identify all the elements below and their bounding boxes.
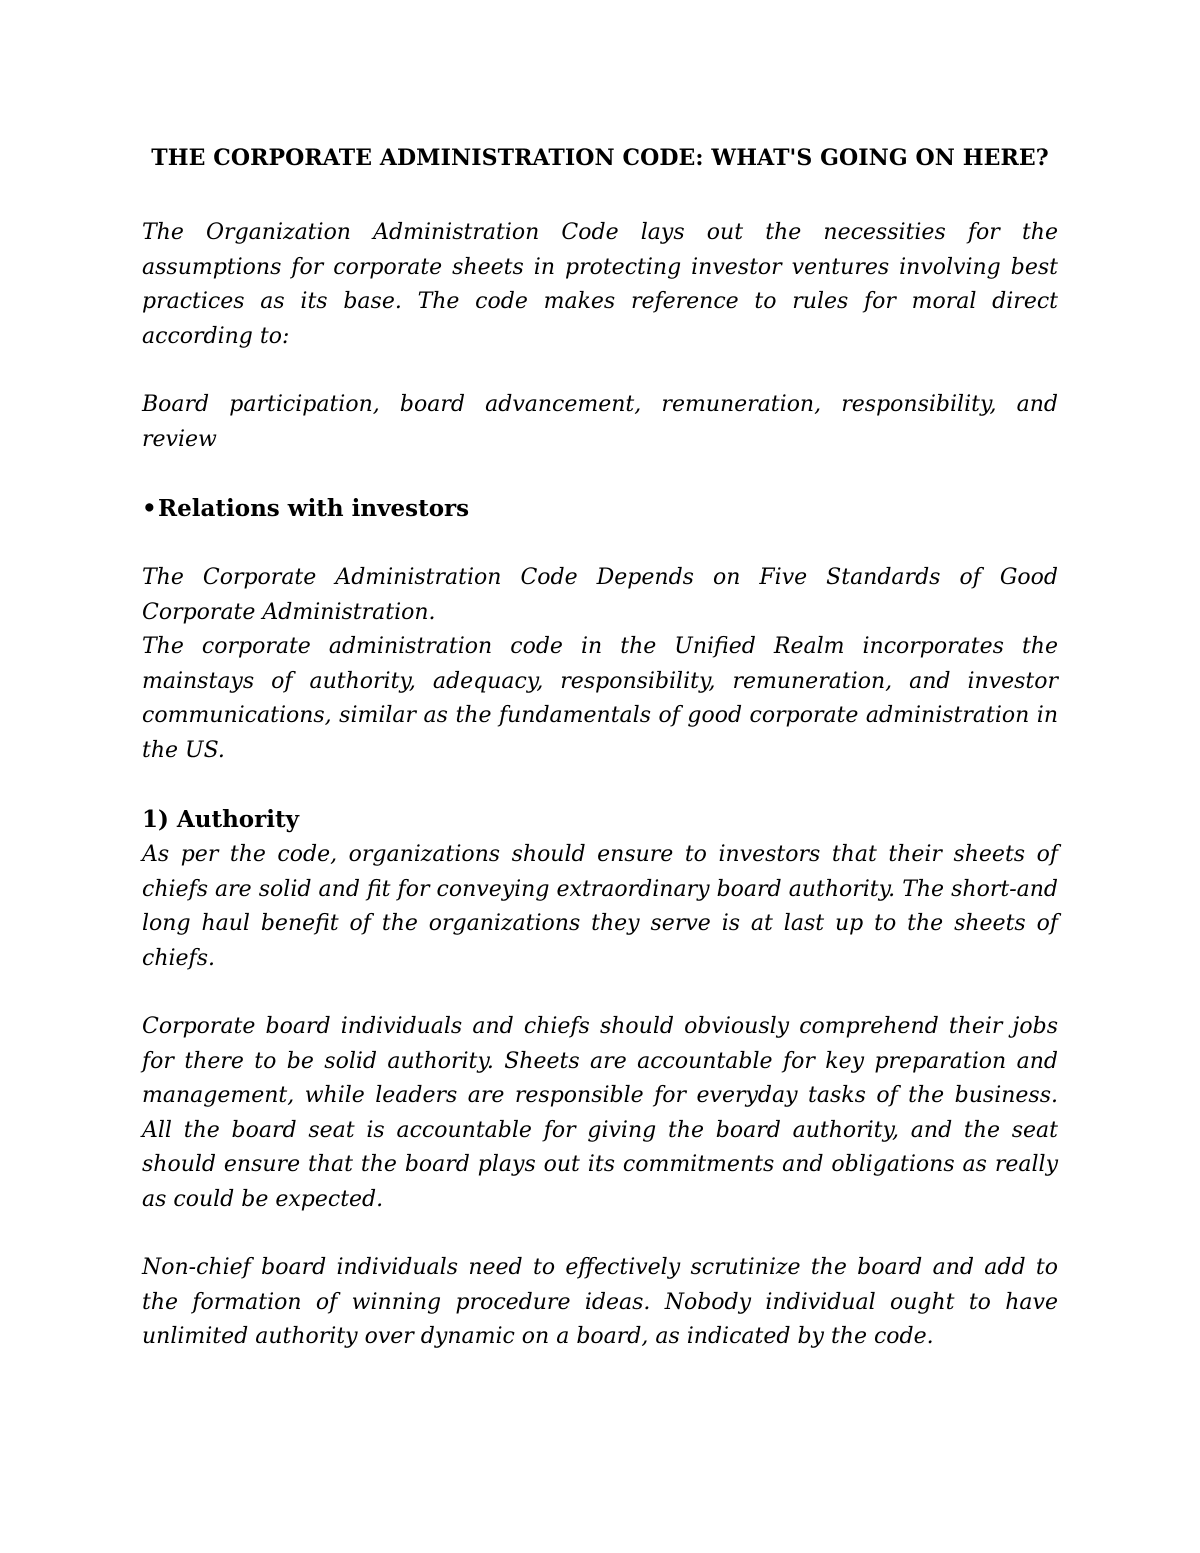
authority-paragraph-2: Corporate board individuals and chiefs should obviously comprehend their jobs for there to be solid authority. Sheets are accountable for key preparation and management, while leaders are responsible for everyday tasks of the business. All the board seat is accountable for giving the board authority, and the seat should ensure that the board plays out its commitments and obligations as really as could be expected. bbox=[142, 1014, 1058, 1212]
intro-paragraph: The Organization Administration Code lays out the necessities for the assumptions for corporate sheets in protecting investor ventures involving best practices as its base. The code makes reference to rules for moral direct according to: bbox=[142, 220, 1058, 349]
section-heading-authority: 1) Authority bbox=[142, 806, 299, 833]
areas-paragraph: Board participation, board advancement, remuneration, responsibility, and review bbox=[142, 392, 1058, 452]
authority-paragraph-1: As per the code, organizations should ensure to investors that their sheets of chiefs are solid and fit for conveying extraordinary board authority. The short-and long haul benefit of the organizations they serve is at last up to the sheets of chiefs. bbox=[142, 842, 1058, 971]
bullet-heading bbox=[142, 491, 1058, 527]
standards-paragraph: The Corporate Administration Code Depends on Five Standards of Good Corporate Administration. bbox=[142, 565, 1058, 625]
document-page bbox=[142, 138, 1058, 1355]
document-title: THE CORPORATE ADMINISTRATION CODE: WHAT'S GOING ON HERE? bbox=[151, 145, 1049, 171]
standards-detail-paragraph: The corporate administration code in the Unified Realm incorporates the mainstays of authority, adequacy, responsibility, remuneration, and investor communications, similar as the fundamentals of good corporate administration in the US. bbox=[142, 634, 1058, 763]
bullet-icon: • bbox=[142, 495, 157, 522]
bullet-heading-text: Relations with investors bbox=[158, 495, 470, 522]
authority-paragraph-3: Non-chief board individuals need to effectively scrutinize the board and add to the formation of winning procedure ideas. Nobody individual ought to have unlimited authority over dynamic on a board, as indicated by the code. bbox=[142, 1255, 1058, 1349]
